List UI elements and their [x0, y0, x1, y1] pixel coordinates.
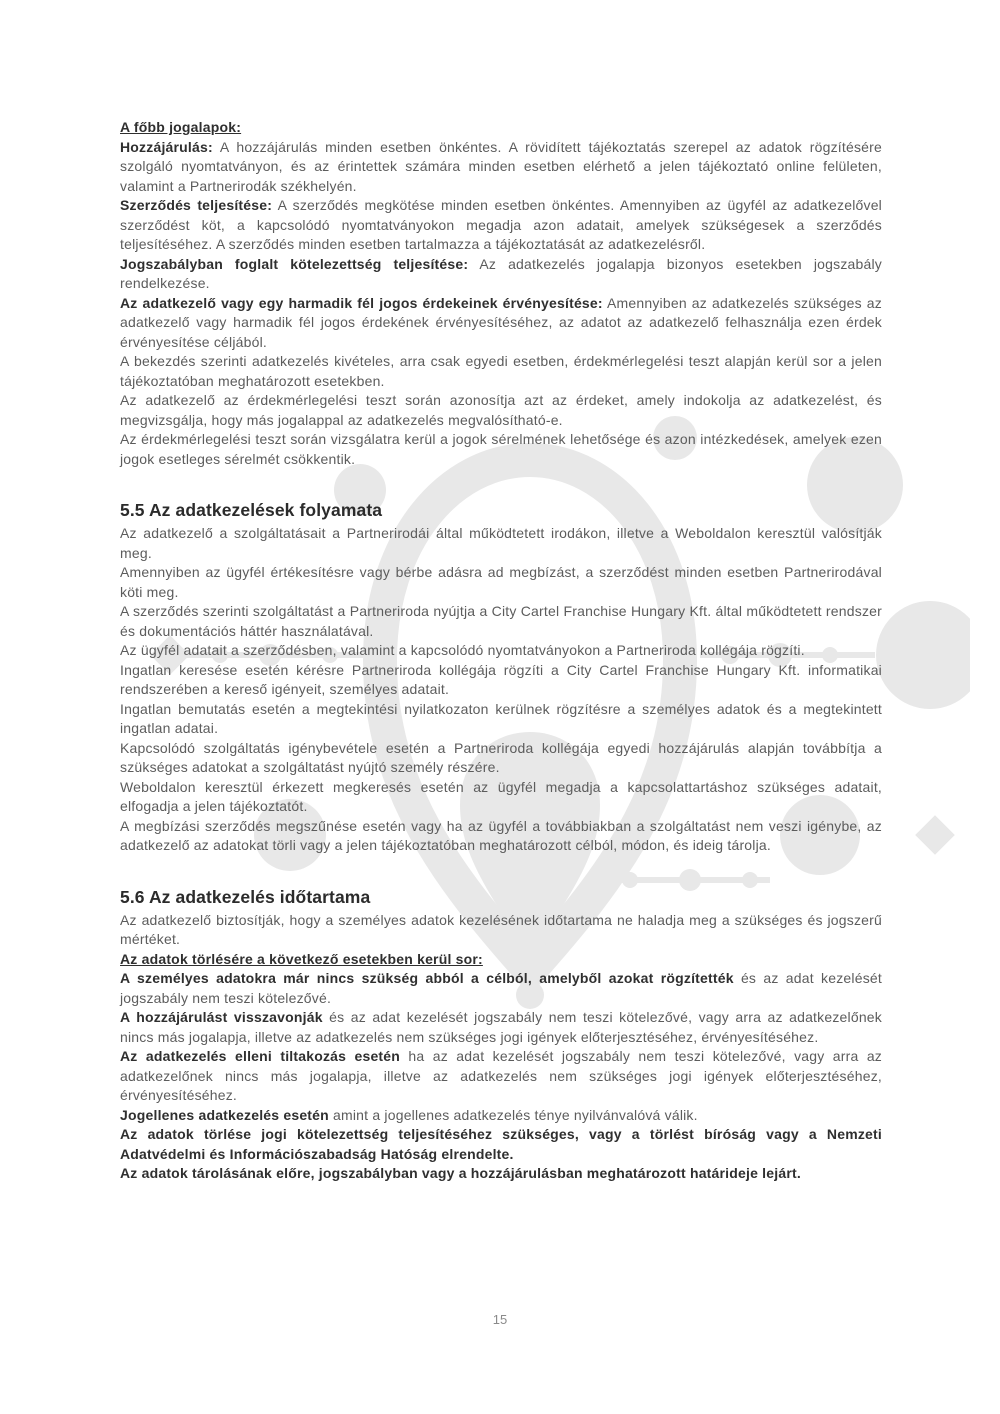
paragraph-tiltakozas	[120, 1047, 882, 1106]
paragraph-lead: Jogellenes adatkezelés esetén	[120, 1106, 329, 1123]
paragraph-lead: Az adatkezelő vagy egy harmadik fél jogos érdekeinek érvényesítése:	[120, 294, 603, 311]
paragraph-szerzodes-teljesitese	[120, 196, 882, 255]
section-heading-5-6: 5.6 Az adatkezelés időtartama	[120, 886, 371, 907]
paragraph-megbizasi-szerzodes-megszunese: A megbízási szerződés megszűnése esetén vagy ha az ügyfél a továbbiakban a szolgáltatást nem veszi igénybe, az adatkezelő az adatokat törli vagy a jelen tájékoztatóban meghatározott célból, módon, és ideig tárolja.	[120, 817, 882, 853]
section-jogalapok	[120, 118, 882, 469]
paragraph-lead: A hozzájárulást visszavonják	[120, 1009, 323, 1025]
paragraph-ingatlan-bemutatas: Ingatlan bemutatás esetén a megtekintési nyilatkozaton kerülnek rögzítésre a személyes adatok és a megtekintett ingatlan adatai.	[120, 700, 882, 736]
paragraph-text: A hozzájárulás minden esetben önkéntes. A rövidített tájékoztatás szerepel az adatok rögzítésére szolgáló nyomtatványon, és az érintettek számára minden esetben elérhető a jelen tájékoztató online felületen, valamint a Partnerirodák székhelyén.	[120, 138, 882, 194]
paragraph-tarolas-hatarideje: Az adatok tárolásának előre, jogszabályban vagy a hozzájárulásban meghatározott határideje lejárt.	[120, 1165, 801, 1181]
paragraph-text: amint a jogellenes adatkezelés ténye nyilvánvalóvá válik.	[328, 1106, 698, 1123]
section-heading-5-5: 5.5 Az adatkezelések folyamata	[120, 500, 383, 520]
paragraph-text: Az adatkezelés jogalapja bizonyos esetekben jogszabály rendelkezése.	[120, 255, 882, 291]
paragraph-torles-jogi-kotelezettseg: Az adatok törlése jogi kötelezettség teljesítéséhez szükséges, vagy a törlést bíróság vagy a Nemzeti Adatvédelmi és Információszabadság Hatóság elrendelte.	[120, 1126, 882, 1162]
section-5-6	[120, 886, 882, 1184]
paragraph-lead: Jogszabályban foglalt kötelezettség teljesítése:	[120, 255, 469, 272]
paragraph-lead: A személyes adatokra már nincs szükség abból a célból, amelyből azokat rögzítették	[120, 970, 734, 986]
paragraph-text: és az adat kezelését jogszabály nem teszi kötelezővé.	[120, 970, 882, 1006]
section-heading-jogalapok: A főbb jogalapok:	[120, 119, 242, 135]
paragraph-hozzajarulas	[120, 138, 882, 197]
paragraph-weboldalon-keresztul: Weboldalon keresztül érkezett megkeresés esetén az ügyfél megadja a kapcsolattartáshoz szükséges adatait, elfogadja a jelen tájékoztatót.	[120, 778, 882, 814]
paragraph-idotartam-intro: Az adatkezelő biztosítják, hogy a személyes adatok kezelésének időtartama ne haladja meg a szükséges és jogszerű mértéket.	[120, 911, 882, 947]
document-content	[120, 118, 882, 1184]
paragraph-ugyfel-adatai: Az ügyfél adatait a szerződésben, valamint a kapcsolódó nyomtatványokon a Partneriroda kollégája rögzíti.	[120, 642, 805, 658]
page-number: 15	[492, 1312, 508, 1327]
paragraph-nincs-szukseg	[120, 969, 882, 1008]
paragraph-szolgaltatasok: Az adatkezelő a szolgáltatásait a Partnerirodái által működtetett irodákon, illetve a Weboldalon keresztül valósítják meg.	[120, 525, 882, 561]
paragraph-lead: Szerződés teljesítése:	[120, 197, 273, 213]
paragraph-hozzajarulas-visszavonas	[120, 1008, 882, 1047]
subheading-torles-esetei: Az adatok törlésére a következő esetekben kerül sor:	[120, 950, 483, 967]
paragraph-erdekmerlegelesi-teszt-vizsgalat: Az érdekmérlegelési teszt során vizsgálatra kerül a jogok sérelmének lehetősége és azon intézkedések, amelyek ezen jogok esetleges sérelmét csökkentik.	[120, 431, 882, 467]
paragraph-text: ha az adat kezelését jogszabály nem teszi kötelezővé, vagy arra az adatkezelőnek nincs más jogalapja, illetve az adatkezelés nem szükséges jogi igények előterjesztéséhez, érvényesítéséhez.	[120, 1048, 883, 1103]
paragraph-text: és az adat kezelését jogszabály nem teszi kötelezővé, vagy arra az adatkezelőnek nincs más jogalapja, illetve az adatkezelés nem szükséges jogi igények előterjesztéséhez, érvényesítéséhez.	[120, 1009, 882, 1045]
paragraph-text: A szerződés megkötése minden esetben önkéntes. Amennyiben az ügyfél az adatkezelővel szerződést köt, a kapcsolódó nyomtatványokon megadja azon adatait, amelyek szükségesek a szerződés teljesítéséhez. A szerződés minden esetben tartalmazza a tájékoztatását az adatkezelésről.	[120, 197, 882, 252]
paragraph-jogellenes-adatkezeles	[120, 1106, 882, 1126]
paragraph-jogos-erdek	[120, 294, 882, 353]
paragraph-text: Amennyiben az adatkezelés szükséges az adatkezelő vagy harmadik fél jogos érdekének érvényesítéséhez, az adatot az adatkezelő felhasználja ezen érdek érvényesítése céljából.	[120, 294, 882, 350]
paragraph-lead: Hozzájárulás:	[120, 138, 213, 155]
paragraph-kapcsolodo-szolgaltatas: Kapcsolódó szolgáltatás igénybevétele esetén a Partneriroda kollégája egyedi hozzájárulás alapján továbbítja a szükséges adatokat a szolgáltatást nyújtó személy részére.	[120, 739, 882, 775]
paragraph-jogszabalyban-foglalt	[120, 255, 882, 294]
paragraph-erdekmerlegelesi-teszt-azonositas: Az adatkezelő az érdekmérlegelési teszt során azonosítja azt az érdeket, amely indokolja az adatkezelést, és megvizsgálja, hogy más jogalappal az adatkezelés megvalósítható-e.	[120, 392, 882, 428]
paragraph-megbizas: Amennyiben az ügyfél értékesítésre vagy bérbe adásra ad megbízást, a szerződést minden esetben Partnerirodával köti meg.	[120, 564, 882, 600]
section-5-5	[120, 499, 882, 856]
paragraph-bekezdes-szerinti: A bekezdés szerinti adatkezelés kivételes, arra csak egyedi esetben, érdekmérlegelési teszt alapján kerül sor a jelen tájékoztatóban meghatározott esetekben.	[120, 353, 882, 389]
paragraph-lead: Az adatkezelés elleni tiltakozás esetén	[120, 1048, 401, 1064]
paragraph-ingatlan-keresese: Ingatlan keresése esetén kérésre Partneriroda kollégája rögzíti a City Cartel Franchise Hungary Kft. informatikai rendszerében a kereső igényeit, személyes adatait.	[120, 661, 882, 697]
paragraph-szerzodes-szerinti-szolgaltatas: A szerződés szerinti szolgáltatást a Partneriroda nyújtja a City Cartel Franchise Hungary Kft. által működtetett rendszer és dokumentációs háttér használatával.	[120, 603, 882, 639]
